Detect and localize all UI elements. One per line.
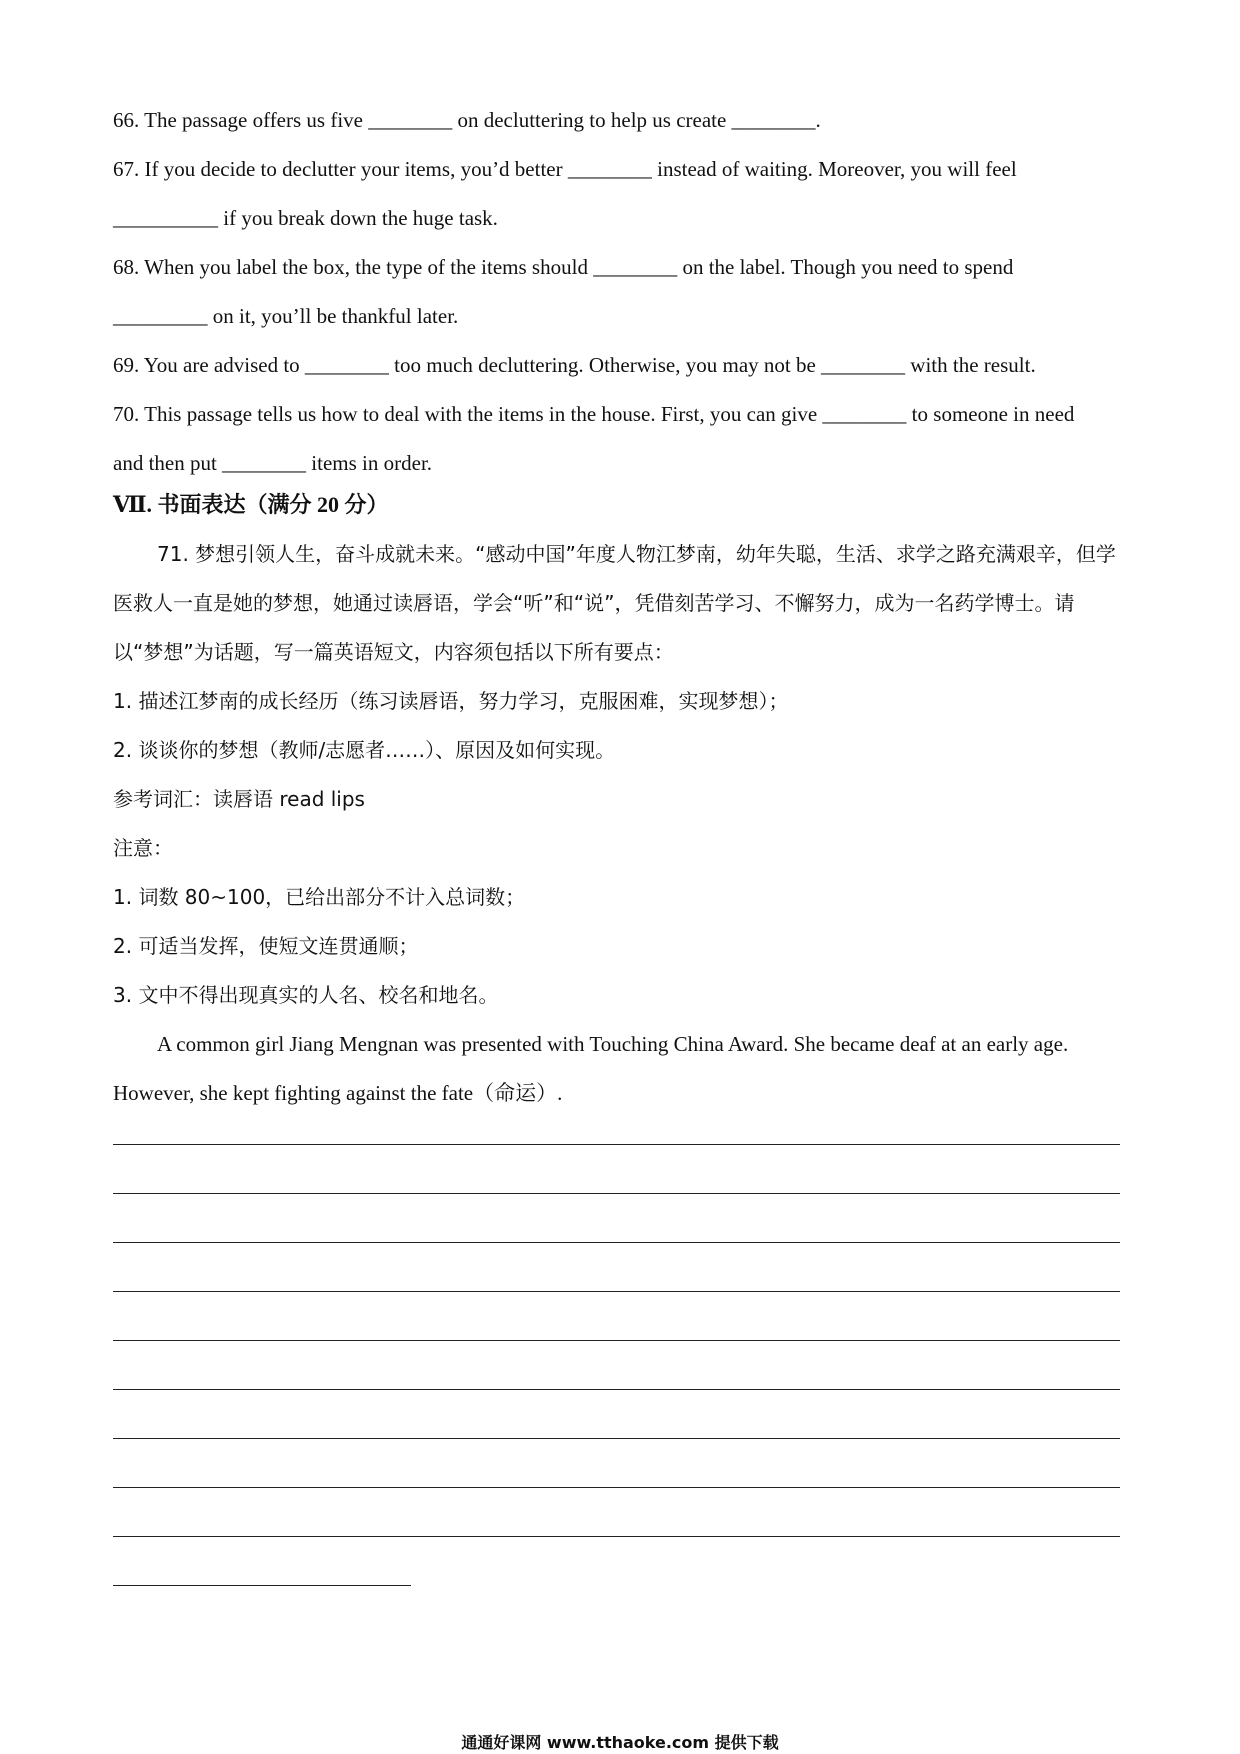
prompt-note-1: 1. 词数 80~100，已给出部分不计入总词数； [113,885,526,909]
writing-line-last[interactable] [113,1585,411,1586]
prompt-point-1: 1. 描述江梦南的成长经历（练习读唇语，努力学习，克服困难，实现梦想）； [113,689,789,713]
question-67-line-1: 67. If you decide to declutter your items, you’d better ________ instead of waiting. Moreover, you will feel [113,157,1017,181]
prompt-notes-label: 注意： [113,836,173,860]
section-heading: Ⅶ. 书面表达（满分 20 分） [113,492,389,517]
writing-line[interactable] [113,1536,1120,1537]
prompt-note-3: 3. 文中不得出现真实的人名、校名和地名。 [113,983,499,1007]
writing-line[interactable] [113,1487,1120,1488]
writing-line[interactable] [113,1389,1120,1390]
prompt-note-2: 2. 可适当发挥，使短文连贯通顺； [113,934,419,958]
writing-line[interactable] [113,1438,1120,1439]
essay-opening: A common girl Jiang Mengnan was presented with Touching China Award. She became deaf at an early age. However, she kept fighting against the fate（命运）. [113,1032,1069,1105]
prompt-intro: 71. 梦想引领人生，奋斗成就未来。“感动中国”年度人物江梦南，幼年失聪，生活、求学之路充满艰辛，但学医救人一直是她的梦想，她通过读唇语，学会“听”和“说”，凭借刻苦学习、不懈努力，成为一名药学博士。请以“梦想”为话题，写一篇英语短文，内容须包括以下所有要点： [113,542,1116,664]
writing-line[interactable] [113,1242,1120,1243]
question-70-line-1: 70. This passage tells us how to deal with the items in the house. First, you can give ________ to someone in need [113,402,1075,426]
question-69-line-1: 69. You are advised to ________ too much decluttering. Otherwise, you may not be ________ with the result. [113,353,1036,377]
prompt-point-2: 2. 谈谈你的梦想（教师/志愿者……）、原因及如何实现。 [113,738,616,762]
writing-line[interactable] [113,1340,1120,1341]
question-66-line-1: 66. The passage offers us five ________ on decluttering to help us create ________. [113,108,821,132]
question-70-line-2: and then put ________ items in order. [113,451,433,475]
question-68-line-2: _________ on it, you’ll be thankful later. [113,304,459,328]
question-68-line-1: 68. When you label the box, the type of the items should ________ on the label. Though you need to spend [113,255,1014,279]
writing-line[interactable] [113,1291,1120,1292]
question-67-line-2: __________ if you break down the huge task. [113,206,498,230]
writing-line[interactable] [113,1193,1120,1194]
footer-text: 通通好课网 www.tthaoke.com 提供下载 [461,1733,779,1752]
writing-line[interactable] [113,1144,1120,1145]
prompt-vocab: 参考词汇：读唇语 read lips [113,787,365,811]
